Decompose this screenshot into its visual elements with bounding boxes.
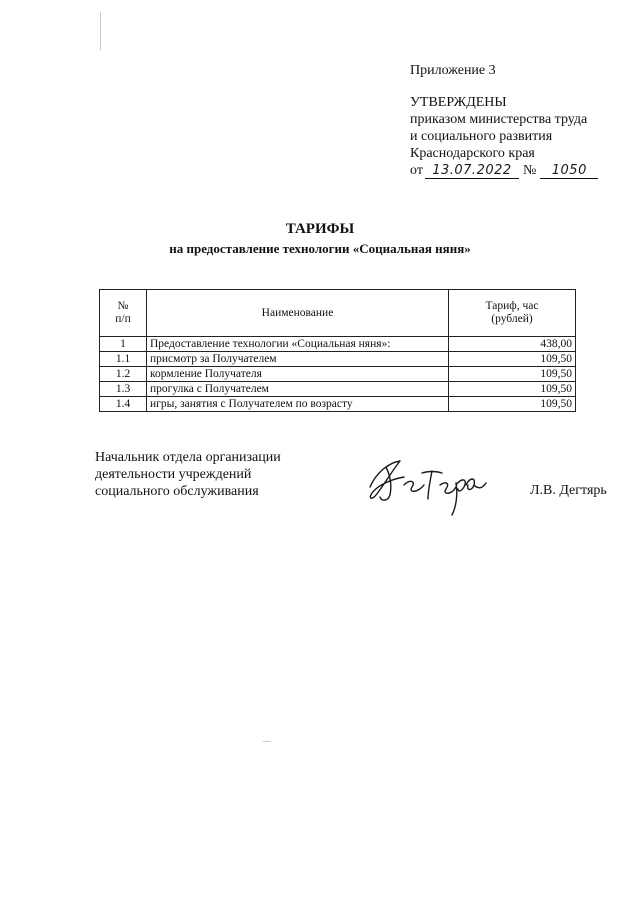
number-prefix: № [522, 163, 537, 178]
tariffs-table [99, 289, 576, 412]
cell-tariff: 438,00 [449, 337, 576, 352]
appendix-label: Приложение 3 [410, 63, 496, 78]
cell-tariff: 109,50 [449, 397, 576, 412]
order-line: и социального развития [410, 129, 553, 144]
document-title [0, 220, 640, 257]
cell-num: 1.4 [100, 397, 147, 412]
position-line: Начальник отдела организации [95, 450, 281, 465]
order-date-number-line [410, 162, 598, 179]
cell-num: 1.3 [100, 382, 147, 397]
title-subtitle: на предоставление технологии «Социальная няня» [169, 241, 471, 256]
header-tariff-line: (рублей) [491, 313, 533, 325]
cell-name: игры, занятия с Получателем по возрасту [147, 397, 449, 412]
approved-label: УТВЕРЖДЕНЫ [410, 95, 507, 110]
table-row [100, 382, 576, 397]
signer-name: Л.В. Дегтярь [530, 483, 607, 498]
cell-name: прогулка с Получателем [147, 382, 449, 397]
cell-num: 1 [100, 337, 147, 352]
cell-num: 1.1 [100, 352, 147, 367]
header-name: Наименование [147, 290, 449, 337]
cell-tariff: 109,50 [449, 382, 576, 397]
signatory-position [95, 449, 281, 500]
scan-mark [263, 741, 271, 742]
order-line: Краснодарского края [410, 146, 535, 161]
order-date-handwritten: 13.07.2022 [425, 163, 519, 179]
approval-block [410, 62, 598, 179]
cell-name: Предоставление технологии «Социальная няня»: [147, 337, 449, 352]
header-num-line: п/п [115, 313, 131, 325]
handwritten-signature [362, 455, 492, 520]
table-row [100, 367, 576, 382]
position-line: социального обслуживания [95, 484, 259, 499]
table-header-row [100, 290, 576, 337]
table-row [100, 397, 576, 412]
cell-tariff: 109,50 [449, 352, 576, 367]
cell-num: 1.2 [100, 367, 147, 382]
header-num-line: № [117, 300, 129, 312]
date-prefix: от [410, 163, 423, 178]
scan-mark [100, 12, 101, 50]
title-main: ТАРИФЫ [285, 221, 355, 237]
cell-tariff: 109,50 [449, 367, 576, 382]
position-line: деятельности учреждений [95, 467, 252, 482]
cell-name: кормление Получателя [147, 367, 449, 382]
order-number-handwritten: 1050 [540, 163, 598, 179]
cell-name: присмотр за Получателем [147, 352, 449, 367]
header-num [100, 290, 147, 337]
header-tariff [449, 290, 576, 337]
table-row [100, 352, 576, 367]
table-row [100, 337, 576, 352]
order-line: приказом министерства труда [410, 112, 588, 127]
header-tariff-line: Тариф, час [485, 300, 539, 312]
